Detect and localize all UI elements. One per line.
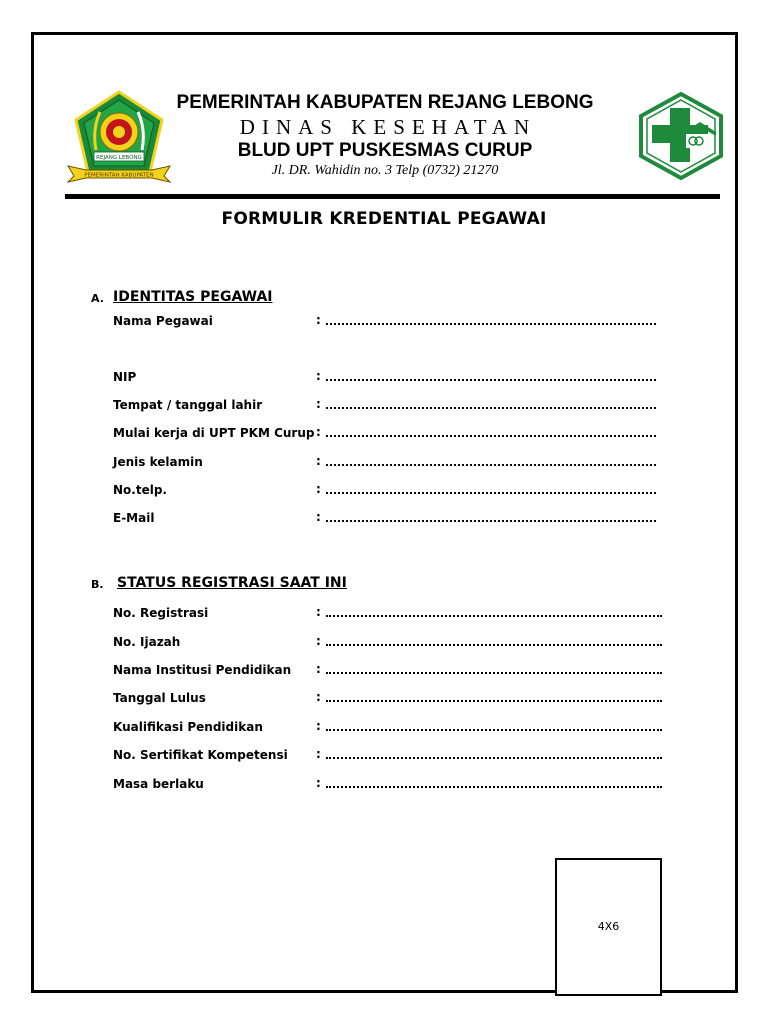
logo-inner-banner: REJANG LEBONG	[96, 155, 142, 161]
field-kualifikasi[interactable]	[113, 720, 673, 740]
field-colon: :	[316, 719, 321, 733]
field-label: No.telp.	[113, 483, 167, 497]
field-label: No. Registrasi	[113, 606, 209, 620]
fill-in-line[interactable]	[326, 672, 662, 674]
section-b-letter: B.	[91, 578, 104, 591]
field-mulai-kerja[interactable]	[113, 426, 673, 446]
puskesmas-cross-house-icon	[638, 92, 724, 180]
field-colon: :	[316, 662, 321, 676]
fill-in-line[interactable]	[326, 407, 656, 409]
section-a-letter: A.	[91, 292, 104, 305]
field-label: E-Mail	[113, 511, 155, 525]
section-b-title: STATUS REGISTRASI SAAT INI	[117, 575, 347, 591]
field-label: Tempat / tanggal lahir	[113, 398, 263, 412]
field-nama-pegawai[interactable]	[113, 314, 673, 334]
field-label: Kualifikasi Pendidikan	[113, 720, 263, 734]
photo-box	[555, 858, 662, 996]
logo-ribbon-text: PEMERINTAH KABUPATEN	[84, 172, 154, 179]
fill-in-line[interactable]	[326, 644, 662, 646]
field-colon: :	[316, 313, 321, 327]
fill-in-line[interactable]	[326, 729, 662, 731]
field-label: Nama Institusi Pendidikan	[113, 663, 292, 677]
field-jenis-kelamin[interactable]	[113, 455, 673, 475]
letterhead	[150, 92, 620, 180]
field-colon: :	[316, 397, 321, 411]
field-label: Masa berlaku	[113, 777, 204, 791]
fill-in-line[interactable]	[326, 757, 662, 759]
fill-in-line[interactable]	[326, 520, 656, 522]
field-tanggal-lulus[interactable]	[113, 691, 673, 711]
fill-in-line[interactable]	[326, 464, 656, 466]
field-tempat-tanggal-lahir[interactable]	[113, 398, 673, 418]
field-label: Nama Pegawai	[113, 314, 213, 328]
fill-in-line[interactable]	[326, 323, 656, 325]
field-nama-institusi[interactable]	[113, 663, 673, 683]
field-no-sertifikat[interactable]	[113, 748, 673, 768]
department-name: DINAS KESEHATAN	[239, 115, 537, 139]
field-label: Tanggal Lulus	[113, 691, 206, 705]
field-colon: :	[316, 482, 321, 496]
fill-in-line[interactable]	[326, 435, 656, 437]
field-nip[interactable]	[113, 370, 673, 390]
field-colon: :	[316, 605, 321, 619]
fill-in-line[interactable]	[326, 700, 662, 702]
field-label: No. Sertifikat Kompetensi	[113, 748, 288, 762]
address-line: Jl. DR. Wahidin no. 3 Telp (0732) 21270	[271, 163, 499, 178]
field-colon: :	[316, 634, 321, 648]
field-label: No. Ijazah	[113, 635, 181, 649]
field-colon: :	[316, 690, 321, 704]
unit-name: BLUD UPT PUSKESMAS CURUP	[237, 140, 533, 161]
header-divider	[65, 194, 720, 199]
field-no-registrasi[interactable]	[113, 606, 673, 626]
photo-size-label: 4X6	[597, 920, 620, 933]
field-masa-berlaku[interactable]	[113, 777, 673, 797]
field-colon: :	[316, 776, 321, 790]
field-colon: :	[316, 454, 321, 468]
field-no-telp[interactable]	[113, 483, 673, 503]
field-colon: :	[316, 369, 321, 383]
field-no-ijazah[interactable]	[113, 635, 673, 655]
field-colon: :	[316, 510, 321, 524]
fill-in-line[interactable]	[326, 379, 656, 381]
field-label: NIP	[113, 370, 137, 384]
fill-in-line[interactable]	[326, 492, 656, 494]
field-label: Jenis kelamin	[113, 455, 203, 469]
fill-in-line[interactable]	[326, 786, 662, 788]
government-name: PEMERINTAH KABUPATEN REJANG LEBONG	[176, 92, 594, 113]
form-title: FORMULIR KREDENTIAL PEGAWAI	[221, 209, 547, 229]
field-label: Mulai kerja di UPT PKM Curup	[113, 426, 315, 440]
field-colon: :	[316, 747, 321, 761]
field-email[interactable]	[113, 511, 673, 531]
fill-in-line[interactable]	[326, 615, 662, 617]
section-a-title: IDENTITAS PEGAWAI	[113, 289, 273, 305]
field-colon: :	[316, 425, 321, 439]
